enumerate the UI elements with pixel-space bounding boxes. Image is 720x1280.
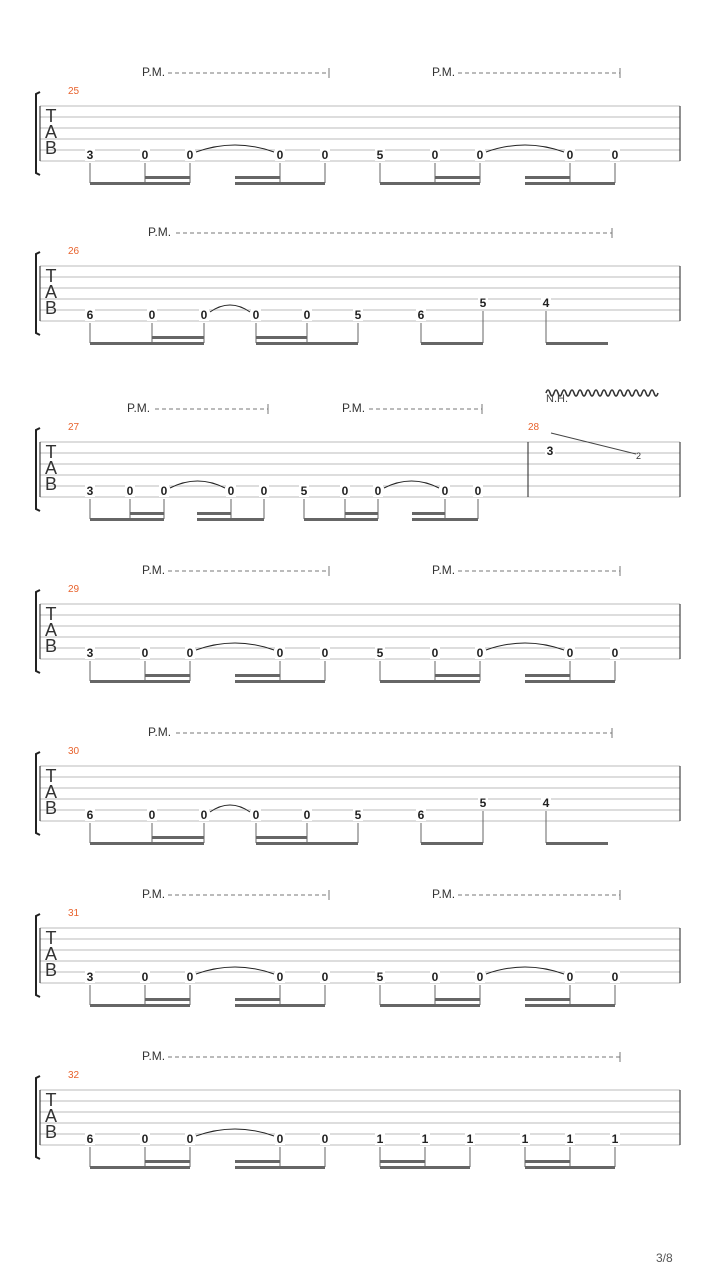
tab-clef-letter: B <box>44 1122 58 1142</box>
fret-number: 0 <box>474 484 482 498</box>
beam <box>421 842 483 845</box>
fret-number: 0 <box>186 1132 194 1146</box>
beam <box>90 680 190 683</box>
tie-arc <box>210 305 250 312</box>
measure-number: 32 <box>68 1070 80 1081</box>
fret-number: 0 <box>276 646 284 660</box>
fret-number: 0 <box>141 1132 149 1146</box>
fret-number: 1 <box>521 1132 529 1146</box>
beam-sixteenth <box>525 176 570 179</box>
fret-number: 5 <box>354 808 362 822</box>
palm-mute-label: P.M. <box>432 65 456 79</box>
fret-number: 0 <box>476 970 484 984</box>
palm-mute-label: P.M. <box>142 1049 166 1063</box>
fret-number: 5 <box>300 484 308 498</box>
beam <box>90 1004 190 1007</box>
beam <box>525 182 615 185</box>
fret-number: 0 <box>276 148 284 162</box>
fret-number: 0 <box>321 148 329 162</box>
fret-number: 0 <box>374 484 382 498</box>
fret-number: 0 <box>431 970 439 984</box>
tab-clef-letter: B <box>44 298 58 318</box>
fret-number: 0 <box>566 148 574 162</box>
beam-sixteenth <box>235 1160 280 1163</box>
fret-number: 0 <box>148 808 156 822</box>
beam <box>256 842 358 845</box>
tab-clef-letter: A <box>44 1106 58 1126</box>
beam-sixteenth <box>152 336 204 339</box>
beam-sixteenth <box>145 1160 190 1163</box>
fret-number: 0 <box>476 646 484 660</box>
beam <box>90 518 164 521</box>
fret-number: 0 <box>566 646 574 660</box>
beam-sixteenth <box>145 998 190 1001</box>
beam <box>235 1004 325 1007</box>
tab-clef-letter: B <box>44 474 58 494</box>
fret-number: 6 <box>417 808 425 822</box>
fret-number: 0 <box>148 308 156 322</box>
fret-number: 0 <box>141 646 149 660</box>
beam-sixteenth <box>525 998 570 1001</box>
fret-number: 0 <box>321 1132 329 1146</box>
palm-mute-label: P.M. <box>142 563 166 577</box>
tab-clef-letter: T <box>45 106 57 126</box>
beam <box>380 1004 480 1007</box>
measure-number: 27 <box>68 422 80 433</box>
beam-sixteenth <box>435 998 480 1001</box>
fret-number: 0 <box>611 970 619 984</box>
tab-clef-letter: B <box>44 960 58 980</box>
tab-clef-letter: A <box>44 782 58 802</box>
tie-arc <box>196 643 274 650</box>
beam-sixteenth <box>256 336 307 339</box>
fret-number: 3 <box>86 484 94 498</box>
fret-number: 6 <box>86 308 94 322</box>
beam-sixteenth <box>145 674 190 677</box>
fret-number: 0 <box>276 1132 284 1146</box>
system-bracket <box>36 428 40 511</box>
palm-mute-label: P.M. <box>432 563 456 577</box>
fret-number: 0 <box>303 808 311 822</box>
measure-number: 28 <box>528 422 540 433</box>
beam <box>546 342 608 345</box>
fret-number: 0 <box>303 308 311 322</box>
beam <box>90 342 204 345</box>
fret-number: 5 <box>479 796 487 810</box>
palm-mute-label: P.M. <box>142 65 166 79</box>
palm-mute-label: P.M. <box>342 401 366 415</box>
harmonic-label: N.H. <box>546 393 568 405</box>
fret-number: 0 <box>341 484 349 498</box>
measure-number: 30 <box>68 746 80 757</box>
measure-number: 25 <box>68 86 80 97</box>
fret-number: 0 <box>321 970 329 984</box>
beam-sixteenth <box>235 674 280 677</box>
fret-number: 5 <box>376 148 384 162</box>
beam <box>380 680 480 683</box>
beam-sixteenth <box>525 674 570 677</box>
fret-number: 0 <box>276 970 284 984</box>
fret-number: 4 <box>542 796 550 810</box>
slide-target: 2 <box>636 451 642 461</box>
measure-number: 26 <box>68 246 80 257</box>
palm-mute-label: P.M. <box>142 887 166 901</box>
fret-number: 0 <box>611 646 619 660</box>
beam <box>525 680 615 683</box>
tie-arc <box>196 1129 274 1136</box>
beam-sixteenth <box>380 1160 425 1163</box>
beam <box>412 518 478 521</box>
tab-clef-letter: T <box>45 1090 57 1110</box>
palm-mute-label: P.M. <box>148 725 172 739</box>
measure-number: 29 <box>68 584 80 595</box>
beam-sixteenth <box>152 836 204 839</box>
beam-sixteenth <box>256 836 307 839</box>
beam-sixteenth <box>145 176 190 179</box>
fret-number: 5 <box>354 308 362 322</box>
beam <box>525 1004 615 1007</box>
fret-number: 1 <box>421 1132 429 1146</box>
palm-mute-label: P.M. <box>148 225 172 239</box>
beam-sixteenth <box>435 674 480 677</box>
fret-number: 3 <box>546 444 554 458</box>
tie-arc <box>486 145 564 152</box>
beam <box>380 1166 470 1169</box>
system-bracket <box>36 752 40 835</box>
tab-clef-letter: T <box>45 766 57 786</box>
tab-clef-letter: A <box>44 944 58 964</box>
fret-number: 0 <box>252 808 260 822</box>
palm-mute-label: P.M. <box>432 887 456 901</box>
fret-number: 5 <box>376 646 384 660</box>
system-bracket <box>36 590 40 673</box>
palm-mute-label: P.M. <box>127 401 151 415</box>
fret-number: 1 <box>566 1132 574 1146</box>
fret-number: 0 <box>321 646 329 660</box>
beam <box>235 680 325 683</box>
beam-sixteenth <box>345 512 378 515</box>
beam <box>90 182 190 185</box>
page-number: 3/8 <box>656 1251 673 1265</box>
tie-arc <box>196 145 274 152</box>
fret-number: 1 <box>611 1132 619 1146</box>
beam-sixteenth <box>412 512 445 515</box>
beam <box>235 182 325 185</box>
tab-clef-letter: B <box>44 798 58 818</box>
fret-number: 3 <box>86 148 94 162</box>
fret-number: 0 <box>141 148 149 162</box>
tab-clef-letter: B <box>44 138 58 158</box>
tab-clef-letter: T <box>45 266 57 286</box>
tie-arc <box>486 643 564 650</box>
fret-number: 0 <box>186 646 194 660</box>
beam <box>197 518 264 521</box>
beam <box>546 842 608 845</box>
fret-number: 5 <box>376 970 384 984</box>
fret-number: 0 <box>126 484 134 498</box>
fret-number: 6 <box>86 808 94 822</box>
system-bracket <box>36 252 40 335</box>
tie-arc <box>384 481 439 488</box>
beam-sixteenth <box>235 998 280 1001</box>
tab-clef-letter: A <box>44 458 58 478</box>
fret-number: 4 <box>542 296 550 310</box>
fret-number: 0 <box>160 484 168 498</box>
tab-clef-letter: T <box>45 604 57 624</box>
fret-number: 0 <box>186 970 194 984</box>
beam <box>380 182 480 185</box>
beam <box>256 342 358 345</box>
system-bracket <box>36 914 40 997</box>
fret-number: 1 <box>466 1132 474 1146</box>
beam-sixteenth <box>435 176 480 179</box>
beam <box>525 1166 615 1169</box>
fret-number: 5 <box>479 296 487 310</box>
beam <box>421 342 483 345</box>
fret-number: 0 <box>441 484 449 498</box>
tab-clef-letter: B <box>44 636 58 656</box>
beam <box>90 1166 190 1169</box>
fret-number: 0 <box>252 308 260 322</box>
tab-clef-letter: T <box>45 442 57 462</box>
fret-number: 0 <box>476 148 484 162</box>
fret-number: 0 <box>431 148 439 162</box>
fret-number: 3 <box>86 970 94 984</box>
fret-number: 0 <box>431 646 439 660</box>
fret-number: 0 <box>227 484 235 498</box>
fret-number: 0 <box>200 308 208 322</box>
fret-number: 6 <box>417 308 425 322</box>
system-bracket <box>36 1076 40 1159</box>
tie-arc <box>210 805 250 812</box>
tab-clef-letter: A <box>44 282 58 302</box>
tab-clef-letter: A <box>44 620 58 640</box>
fret-number: 6 <box>86 1132 94 1146</box>
tab-clef-letter: A <box>44 122 58 142</box>
slide-line <box>551 433 636 454</box>
fret-number: 0 <box>141 970 149 984</box>
beam-sixteenth <box>130 512 164 515</box>
tie-arc <box>196 967 274 974</box>
fret-number: 0 <box>186 148 194 162</box>
fret-number: 0 <box>566 970 574 984</box>
system-bracket <box>36 92 40 175</box>
beam-sixteenth <box>235 176 280 179</box>
tie-arc <box>170 481 225 488</box>
fret-number: 0 <box>260 484 268 498</box>
beam <box>304 518 378 521</box>
beam <box>235 1166 325 1169</box>
beam-sixteenth <box>525 1160 570 1163</box>
fret-number: 1 <box>376 1132 384 1146</box>
fret-number: 0 <box>200 808 208 822</box>
beam <box>90 842 204 845</box>
measure-number: 31 <box>68 908 80 919</box>
beam-sixteenth <box>197 512 231 515</box>
fret-number: 0 <box>611 148 619 162</box>
tab-clef-letter: T <box>45 928 57 948</box>
tie-arc <box>486 967 564 974</box>
fret-number: 3 <box>86 646 94 660</box>
